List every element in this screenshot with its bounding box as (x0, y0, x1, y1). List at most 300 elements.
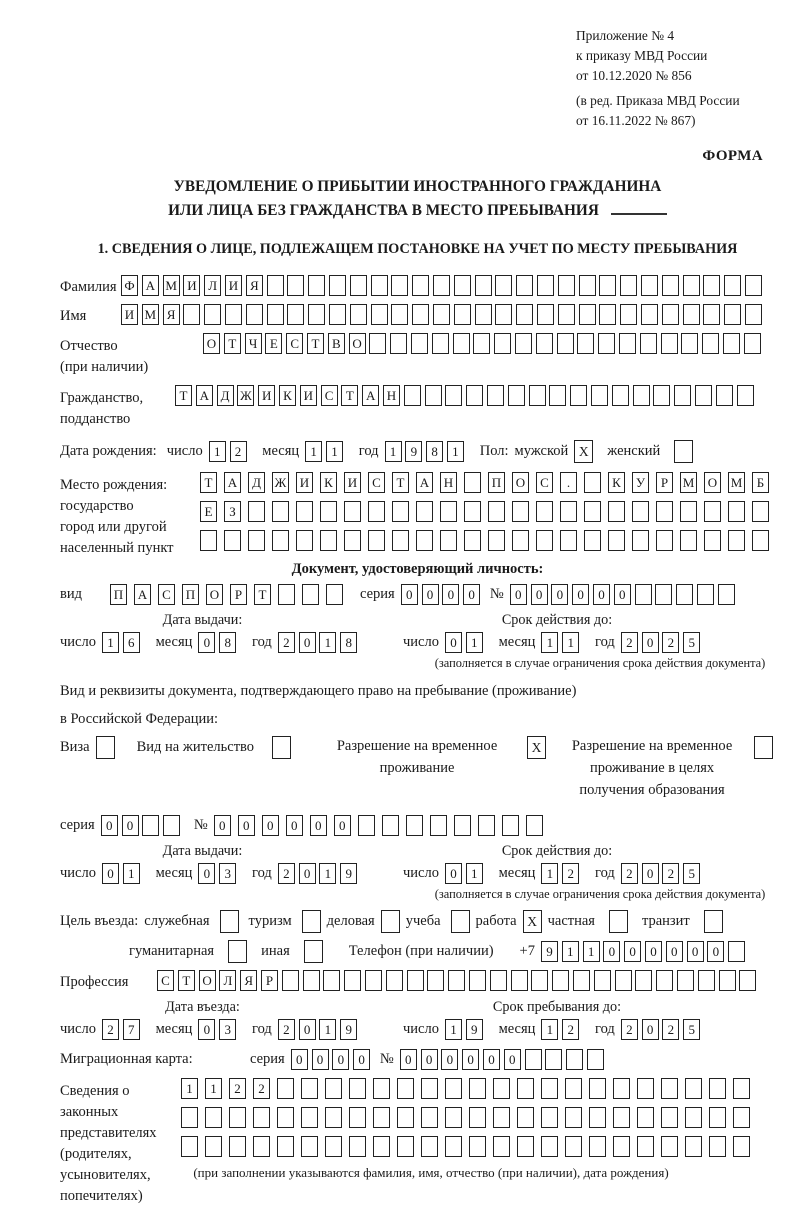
char-cell (488, 501, 505, 522)
representatives-row (60, 1078, 775, 1207)
char-cell (587, 1049, 604, 1070)
char-cell (320, 530, 337, 551)
char-cell: 5 (683, 632, 700, 653)
char-cell: 0 (299, 632, 316, 653)
char-cell: 1 (319, 632, 336, 653)
char-cell: А (224, 472, 241, 493)
label-line: Место рождения: (60, 477, 168, 494)
char-cell (350, 275, 367, 296)
representatives-note: (при заполнении указываются фамилия, имя, отчество (при наличии), дата рождения) (193, 1165, 669, 1181)
char-cell (445, 1136, 462, 1157)
char-cell (325, 1078, 342, 1099)
char-cell: К (320, 472, 337, 493)
char-cell: 0 (642, 632, 659, 653)
gender-female-label: женский (607, 443, 661, 460)
char-cell: 0 (504, 1049, 521, 1070)
char-cell (323, 970, 340, 991)
char-cell (272, 530, 289, 551)
char-cell (349, 1078, 366, 1099)
char-cell: 0 (445, 863, 462, 884)
char-cell (495, 304, 512, 325)
residence-expiry-note: (заполняется в случае ограничения срока действия документа) (434, 887, 766, 902)
char-cell (515, 333, 532, 354)
char-cell (752, 501, 769, 522)
char-cell (416, 501, 433, 522)
char-cell (183, 304, 200, 325)
char-cell: И (225, 275, 242, 296)
char-cell: Е (200, 501, 217, 522)
char-cell (552, 970, 569, 991)
char-cell: С (321, 385, 338, 406)
char-cell: М (680, 472, 697, 493)
char-cell (733, 1107, 750, 1128)
firstname-cells (121, 304, 766, 325)
char-cell: Ж (272, 472, 289, 493)
char-cell (512, 501, 529, 522)
purpose-official-checkbox (220, 910, 239, 933)
char-cell (181, 1136, 198, 1157)
char-cell (433, 275, 450, 296)
char-cell (397, 1107, 414, 1128)
char-cell: 2 (662, 863, 679, 884)
char-cell (728, 501, 745, 522)
char-cell: 0 (624, 941, 641, 962)
char-cell: 1 (181, 1078, 198, 1099)
char-cell (656, 970, 673, 991)
char-cell (744, 333, 761, 354)
entry-purpose-row1 (60, 910, 775, 933)
char-cell: 9 (340, 1019, 357, 1040)
char-cell (676, 584, 693, 605)
char-cell: П (110, 584, 127, 605)
label-line: Сведения о (60, 1083, 130, 1100)
representatives-cells-block (181, 1078, 757, 1181)
citizenship-cells (175, 385, 757, 406)
purpose-private-checkbox (609, 910, 628, 933)
char-cell (416, 530, 433, 551)
entry-purpose-label: Цель въезда: (60, 913, 139, 930)
title-blank-underline (611, 200, 667, 215)
char-cell (301, 1136, 318, 1157)
purpose-transit-label: транзит (641, 913, 690, 930)
char-cell: 0 (603, 941, 620, 962)
char-cell (641, 275, 658, 296)
char-cell (557, 333, 574, 354)
char-cell (531, 970, 548, 991)
char-cell: 0 (687, 941, 704, 962)
char-cell (493, 1078, 510, 1099)
char-cell (282, 970, 299, 991)
char-cell (445, 1107, 462, 1128)
char-cell (349, 1136, 366, 1157)
identity-doc-row (60, 584, 775, 605)
representatives-label (60, 1078, 181, 1207)
char-cell: 0 (551, 584, 568, 605)
char-cell: 1 (466, 863, 483, 884)
label-line: Приложение № 4 (576, 28, 675, 43)
char-cell (390, 333, 407, 354)
char-cell (640, 333, 657, 354)
char-cell: 0 (642, 1019, 659, 1040)
char-cell (225, 304, 242, 325)
char-cell (464, 472, 481, 493)
surname-cells (121, 275, 766, 296)
identity-doc-date-headings (60, 612, 775, 629)
char-cell: Т (392, 472, 409, 493)
citizenship-label: Гражданство, подданство (60, 390, 144, 428)
char-cell (723, 333, 740, 354)
char-cell (591, 385, 608, 406)
char-cell (440, 530, 457, 551)
day-label: число (166, 443, 203, 460)
char-cell: 9 (541, 941, 558, 962)
char-cell: Ч (245, 333, 262, 354)
char-cell: 0 (483, 1049, 500, 1070)
series-label: серия (60, 817, 95, 834)
char-cell: 1 (123, 863, 140, 884)
char-cell (344, 530, 361, 551)
char-cell (142, 815, 159, 836)
label-line: попечителях) (60, 1188, 143, 1205)
residence-doc-intro1: Вид и реквизиты документа, подтверждающего право на пребывание (проживание) (60, 683, 577, 700)
label-line: населенный пункт (60, 540, 174, 557)
residence-series-cells (101, 815, 184, 836)
char-cell (445, 385, 462, 406)
char-cell: У (632, 472, 649, 493)
char-cell (406, 815, 423, 836)
char-cell: М (142, 304, 159, 325)
purpose-other-label: иная (261, 943, 290, 960)
char-cell (412, 304, 429, 325)
char-cell (656, 530, 673, 551)
char-cell (537, 304, 554, 325)
visa-label: Виза (60, 739, 90, 756)
char-cell (371, 275, 388, 296)
char-cell (661, 1136, 678, 1157)
char-cell (277, 1107, 294, 1128)
char-cell: 1 (541, 1019, 558, 1040)
purpose-study-checkbox (451, 910, 470, 933)
char-cell (412, 275, 429, 296)
birthplace-label (60, 472, 200, 559)
year-label: год (595, 865, 615, 882)
char-cell (619, 333, 636, 354)
char-cell: 8 (426, 441, 443, 462)
char-cell (397, 1136, 414, 1157)
char-cell: 0 (421, 1049, 438, 1070)
char-cell (653, 385, 670, 406)
char-cell: 1 (205, 1078, 222, 1099)
char-cell: М (728, 472, 745, 493)
char-cell (350, 304, 367, 325)
label-line: получения образования (579, 781, 725, 798)
purpose-official-label: служебная (144, 913, 210, 930)
char-cell (368, 530, 385, 551)
char-cell (560, 530, 577, 551)
month-label: месяц (498, 1021, 536, 1038)
char-cell (246, 304, 263, 325)
year-label: год (252, 1021, 272, 1038)
phone-label: Телефон (при наличии) (348, 943, 494, 960)
char-cell: 6 (123, 632, 140, 653)
char-cell (329, 304, 346, 325)
purpose-tourism-checkbox (302, 910, 321, 933)
char-cell (674, 385, 691, 406)
char-cell: 0 (463, 584, 480, 605)
char-cell (584, 530, 601, 551)
char-cell (685, 1078, 702, 1099)
char-cell (598, 333, 615, 354)
char-cell: 2 (562, 1019, 579, 1040)
char-cell: 5 (683, 863, 700, 884)
residence-doc-dates-row (60, 863, 775, 884)
entry-month-cells (198, 1019, 240, 1040)
char-cell (277, 1136, 294, 1157)
char-cell (633, 385, 650, 406)
char-cell (301, 1107, 318, 1128)
birthplace-cells-row1 (200, 472, 776, 493)
char-cell (502, 815, 519, 836)
char-cell (739, 970, 756, 991)
char-cell: 2 (253, 1078, 270, 1099)
char-cell (661, 1107, 678, 1128)
identity-expiry-note: (заполняется в случае ограничения срока действия документа) (434, 656, 766, 671)
char-cell (632, 501, 649, 522)
char-cell: 2 (562, 863, 579, 884)
patronymic-cells (203, 333, 765, 354)
char-cell (656, 501, 673, 522)
char-cell: 1 (562, 941, 579, 962)
char-cell (681, 333, 698, 354)
residence-doc-date-headings (60, 843, 775, 860)
char-cell (541, 1107, 558, 1128)
char-cell: 1 (583, 941, 600, 962)
char-cell: Т (224, 333, 241, 354)
char-cell (599, 275, 616, 296)
char-cell (716, 385, 733, 406)
char-cell: 0 (312, 1049, 329, 1070)
issue-date-heading: Дата выдачи: (162, 843, 243, 860)
char-cell (661, 1078, 678, 1099)
char-cell (697, 584, 714, 605)
char-cell (369, 333, 386, 354)
stay-until-group (403, 1019, 704, 1040)
char-cell (589, 1107, 606, 1128)
char-cell (326, 584, 343, 605)
char-cell (719, 970, 736, 991)
doc-number-label: № (489, 586, 504, 603)
char-cell (488, 530, 505, 551)
number-label: № (193, 817, 208, 834)
char-cell (584, 501, 601, 522)
char-cell: Т (254, 584, 271, 605)
migration-series-cells (291, 1049, 374, 1070)
series-label: серия (250, 1051, 285, 1068)
char-cell: И (258, 385, 275, 406)
char-cell (344, 501, 361, 522)
identity-doc-dates-row (60, 632, 775, 653)
char-cell: 0 (101, 815, 118, 836)
char-cell (478, 815, 495, 836)
char-cell (344, 970, 361, 991)
char-cell (594, 970, 611, 991)
char-cell (391, 304, 408, 325)
char-cell (728, 941, 745, 962)
label-line: усыновителях, (60, 1167, 151, 1184)
char-cell (475, 275, 492, 296)
char-cell (635, 970, 652, 991)
char-cell (303, 970, 320, 991)
migration-card-row (60, 1049, 775, 1070)
form-title-line2: ИЛИ ЛИЦА БЕЗ ГРАЖДАНСТВА В МЕСТО ПРЕБЫВАНИЯ (168, 202, 599, 220)
char-cell: С (368, 472, 385, 493)
char-cell: С (286, 333, 303, 354)
char-cell: Д (217, 385, 234, 406)
char-cell: 0 (441, 1049, 458, 1070)
char-cell (724, 304, 741, 325)
patronymic-label: Отчество (при наличии) (60, 338, 149, 376)
char-cell (453, 333, 470, 354)
char-cell (728, 530, 745, 551)
year-label: год (252, 634, 272, 651)
char-cell (511, 970, 528, 991)
char-cell: 1 (385, 441, 402, 462)
char-cell: Я (246, 275, 263, 296)
char-cell: Б (752, 472, 769, 493)
char-cell (421, 1078, 438, 1099)
char-cell: К (608, 472, 625, 493)
char-cell: 0 (299, 863, 316, 884)
char-cell: Я (240, 970, 257, 991)
purpose-business-checkbox (381, 910, 400, 933)
char-cell (584, 472, 601, 493)
appendix-lines (576, 26, 775, 86)
label-line: проживание (379, 759, 455, 776)
char-cell: 0 (198, 632, 215, 653)
char-cell (752, 530, 769, 551)
char-cell (373, 1078, 390, 1099)
char-cell (445, 1078, 462, 1099)
char-cell: 2 (621, 863, 638, 884)
char-cell: 0 (666, 941, 683, 962)
char-cell (469, 970, 486, 991)
purpose-study-label: учеба (405, 913, 441, 930)
char-cell (427, 970, 444, 991)
char-cell (287, 304, 304, 325)
char-cell (683, 304, 700, 325)
char-cell: П (182, 584, 199, 605)
char-cell: 8 (219, 632, 236, 653)
birth-year-cells (385, 441, 468, 462)
label-line: город или другой (60, 519, 167, 536)
char-cell: Я (163, 304, 180, 325)
expiry-month-cells (541, 632, 583, 653)
char-cell: 1 (209, 441, 226, 462)
char-cell (473, 333, 490, 354)
char-cell: Т (341, 385, 358, 406)
label-line: Разрешение на временное (336, 738, 498, 755)
char-cell (386, 970, 403, 991)
month-label: месяц (155, 865, 193, 882)
char-cell (612, 385, 629, 406)
char-cell (325, 1136, 342, 1157)
char-cell (454, 304, 471, 325)
char-cell (685, 1136, 702, 1157)
char-cell: 0 (198, 863, 215, 884)
char-cell (579, 275, 596, 296)
char-cell: И (296, 472, 313, 493)
char-cell (494, 333, 511, 354)
char-cell (549, 385, 566, 406)
char-cell (392, 530, 409, 551)
char-cell (635, 584, 652, 605)
birthplace-cells-row3 (200, 530, 776, 551)
entry-dates-row (60, 1019, 775, 1040)
char-cell: 0 (310, 815, 327, 836)
char-cell (608, 501, 625, 522)
char-cell (637, 1107, 654, 1128)
form-title (60, 175, 775, 224)
char-cell (655, 584, 672, 605)
char-cell: Т (178, 970, 195, 991)
birthplace-cells-row2 (200, 501, 776, 522)
identity-issue-group (60, 632, 403, 653)
char-cell: 2 (621, 1019, 638, 1040)
citizenship-row (60, 385, 775, 430)
char-cell (703, 275, 720, 296)
char-cell: Н (440, 472, 457, 493)
char-cell (466, 385, 483, 406)
char-cell (229, 1107, 246, 1128)
char-cell: Н (383, 385, 400, 406)
char-cell: Е (265, 333, 282, 354)
char-cell (469, 1078, 486, 1099)
surname-label: Фамилия (60, 279, 117, 296)
char-cell (661, 333, 678, 354)
char-cell: И (183, 275, 200, 296)
char-cell (709, 1136, 726, 1157)
month-label: месяц (155, 1021, 193, 1038)
char-cell (517, 1107, 534, 1128)
char-cell: 2 (278, 632, 295, 653)
doc-series-cells (401, 584, 484, 605)
char-cell: 0 (122, 815, 139, 836)
char-cell: З (224, 501, 241, 522)
char-cell (685, 1107, 702, 1128)
gender-female-checkbox (674, 440, 693, 463)
char-cell (267, 275, 284, 296)
expiry-day-cells (445, 632, 487, 653)
month-label: месяц (498, 865, 536, 882)
purpose-private-label: частная (547, 913, 595, 930)
char-cell: 0 (353, 1049, 370, 1070)
form-title-line1: УВЕДОМЛЕНИЕ О ПРИБЫТИИ ИНОСТРАННОГО ГРАЖДАНИНА (173, 177, 662, 195)
purpose-work-label: работа (475, 913, 517, 930)
char-cell (248, 501, 265, 522)
char-cell (517, 1136, 534, 1157)
char-cell: В (328, 333, 345, 354)
char-cell (620, 304, 637, 325)
stay-until-heading: Срок пребывания до: (492, 999, 622, 1016)
char-cell (516, 304, 533, 325)
purpose-business-label: деловая (326, 913, 375, 930)
char-cell (662, 304, 679, 325)
birthdate-gender-row (60, 440, 775, 463)
birthdate-label: Дата рождения: (60, 443, 157, 460)
expiry-day-cells (445, 863, 487, 884)
char-cell: 2 (278, 863, 295, 884)
char-cell (204, 304, 221, 325)
